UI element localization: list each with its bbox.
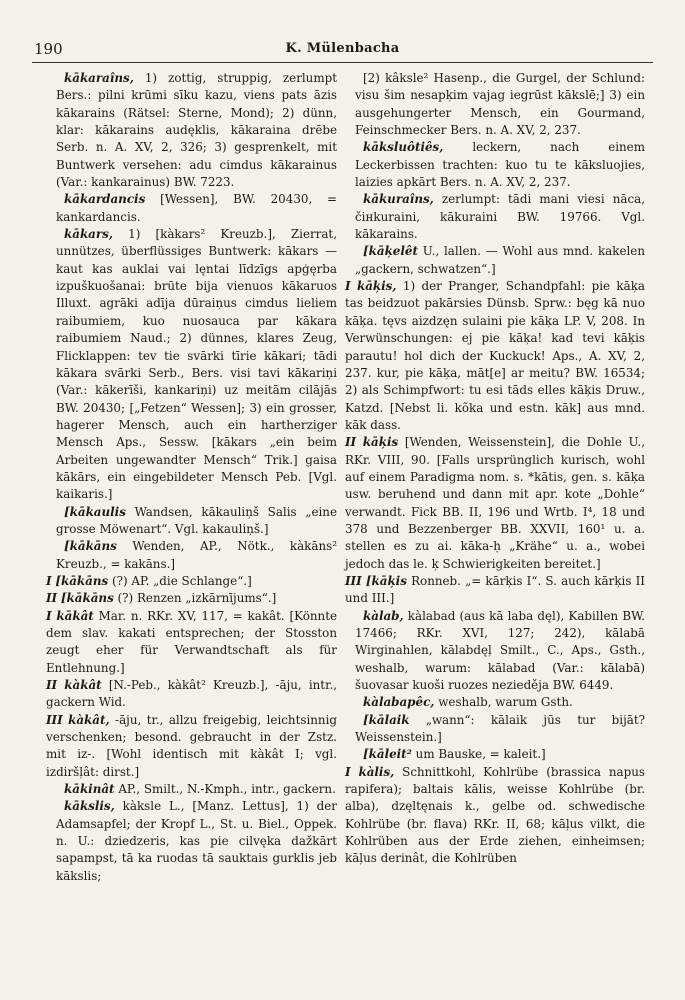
dictionary-entry: [46, 573, 337, 590]
entry-headword: kākars,: [64, 227, 113, 242]
page-number: 190: [34, 40, 63, 58]
entry-headword: [kālaik: [363, 712, 410, 727]
dictionary-entry: [355, 608, 645, 695]
dictionary-entry: [46, 590, 337, 607]
homonym-number: I: [46, 573, 52, 588]
entry-definition: [Wenden, Weissenstein], die Dohle U., RKr. VIII, 90. [Falls ursprünglich kurisch, wohl auf einem Paradigma nom. s. *kātis, gen. s. kāķa usw. beruhend und dann mit apr. kote „Dohle“ verwandt. Fick BB. II, 196 und Wrtb. I⁴, 18 und 378 und Bezzenberger BB. XXVII, 160¹ u. a. stellen es zu ai. kāka-ḥ „Krähe“ u. a., wobei jedoch das le. ķ Schwierigkeiten bereitet.]: [345, 435, 645, 571]
dictionary-entry: [355, 712, 645, 747]
entry-headword: kàlabapêc,: [363, 695, 435, 710]
dictionary-entry: [56, 70, 337, 191]
entry-definition: um Bauske, = kaleit.]: [411, 747, 546, 762]
entry-headword: kāķis: [362, 435, 399, 450]
dictionary-entry: [355, 694, 645, 711]
entry-definition: [Wessen], BW. 20430, = kankardancis.: [56, 192, 337, 224]
entry-definition: kàlabad (aus kā laba dęl), Kabillen BW. 17466; RKr. XVI, 127; 242), kālabā Wirginahlen, kālabdęļ Smilt., C., Aps., Gsth., weshalb, warum: kālabad (Var.: kālabā) šuovasar kuoši ruozes nezieděja BW. 6449.: [355, 608, 645, 693]
entry-headword: kāksluôtiês,: [363, 140, 444, 155]
running-head: K. Mülenbacha: [285, 41, 400, 56]
entry-headword: kàlab,: [363, 608, 404, 623]
entry-headword: kàlis,: [358, 764, 395, 779]
entry-definition: (?) Renzen „izkārnījums“.]: [113, 591, 277, 606]
entry-definition: 1) zottig, struppig, zerlumpt Bers.: pilni krūmi sīku kazu, viens pats āzis kākarains (Rätsel: Sterne, Mond); 2) dünn, klar: kākarains audęklis, kākaraina drēbe Serb. n. A. XV, 2, 326; 3) gesprenkelt, mit Buntwerk versehen: adu cimdus kākarainus (Var.: kankarainus) BW. 7223.: [56, 71, 337, 190]
entry-headword: [kāķelêt: [363, 244, 418, 259]
entry-definition: Wandsen, kākauliņš Salis „eine grosse Möwenart“. Vgl. kakauliņš.]: [56, 504, 337, 536]
homonym-number: III: [345, 573, 362, 588]
entry-definition: -āju, tr., allzu freigebig, leichtsinnig verschenken; besond. gebraucht in der Zstz. mit iz-. [Wohl identisch mit kàkât I; vgl. izdiršļât: dirst.]: [46, 712, 338, 779]
dictionary-entry: [345, 434, 645, 573]
dictionary-entry: [46, 712, 337, 781]
dictionary-entry: [56, 798, 337, 885]
dictionary-entry: [56, 226, 337, 504]
right-column: [345, 70, 646, 985]
entry-headword: kākuraîns,: [363, 192, 434, 207]
entry-headword: kāķis,: [356, 279, 397, 294]
entry-headword: [kākāns: [64, 539, 117, 554]
entry-headword: [kāleit²: [363, 747, 412, 762]
homonym-number: I: [345, 279, 351, 294]
entry-definition: leckern, nach einem Leckerbissen trachten: kuo tu te kāksluojies, laizies apkārt Bers. n. A. XV, 2, 237.: [355, 140, 645, 190]
entry-headword: kākât: [56, 608, 94, 623]
entry-headword: kàkât,: [68, 712, 110, 727]
left-column: [46, 70, 338, 985]
dictionary-entry: [46, 608, 337, 677]
entry-headword: kākaraîns,: [64, 71, 134, 85]
entry-definition: zerlumpt: tādi mani viesi nāca, čінkuraini, kākuraini BW. 19766. Vgl. kākarains.: [355, 192, 645, 242]
entry-headword: kākslis,: [64, 799, 115, 814]
entry-definition: AP., Smilt., N.-Kmph., intr., gackern.: [114, 782, 336, 797]
homonym-number: II: [345, 435, 357, 450]
entry-headword: [kākaulis: [64, 504, 126, 519]
dictionary-entry: [345, 278, 645, 434]
dictionary-entry: [56, 538, 337, 573]
dictionary-entry: [355, 243, 645, 278]
entry-headword: kākardancis: [64, 192, 146, 207]
entry-headword: kākinât: [64, 782, 115, 797]
entry-definition: (?) AP. „die Schlange“.]: [108, 573, 252, 588]
entry-definition: weshalb, warum Gsth.: [434, 695, 573, 710]
entry-headword: [kākāns: [60, 591, 114, 606]
dictionary-entry: [345, 764, 645, 868]
entry-definition: Schnittkohl, Kohlrübe (brassica napus rapifera); baltais kālis, weisse Kohlrübe (br. alba), dzęltęnais k., gelbe od. schwedische Kohlrübe (br. flava) RKr. II, 68; kāļus vilkt, die Kohlrüben aus der Erde ziehen, einheimsen; kāļus derinât, die Kohlrüben: [345, 764, 646, 866]
homonym-number: III: [46, 712, 63, 727]
entry-definition: 1) der Pranger, Schandpfahl: pie kāķa tas beidzuot pakārsies Dünsb. Sprw.: bęg kā nuo kāķa. tęvs aizdzęn sulaini pie kāķa LP. V, 208. In Verwünschungen: ej pie kāķa! kad tevi kāķis parautu! hol dich der Kuckuck! Aps., A. XV, 2, 237. kur, pie kāķa, māt[e] ar meitu? BW. 16534; 2) als Schimpfwort: tu esi tāds elles kāķis Druw., Katzd. [Nebst li. kõka und estn. kāk] aus mnd. kāk dass.: [345, 279, 645, 432]
entry-definition: Ronneb. „= kārķis I“. S. auch kārķis II und III.]: [345, 573, 645, 606]
dictionary-entry: [56, 504, 337, 539]
dictionary-entry: [56, 191, 337, 226]
dictionary-entry: [355, 70, 645, 139]
homonym-number: II: [46, 591, 58, 606]
homonym-number: I: [345, 764, 351, 779]
entry-definition: [N.-Peb., kàkât² Kreuzb.], -āju, intr., gackern Wid.: [46, 678, 338, 710]
entry-definition: kàksle L., [Manz. Lettus], 1) der Adamsapfel; der Kropf L., St. u. Biel., Oppek. n. U.: dziedzeris, kas pie cilvęka dažkārt sapampst, tā ka ruodas tā sauktais gurklis jeb kākslis;: [56, 799, 337, 883]
homonym-number: I: [46, 608, 52, 623]
dictionary-entry: [355, 139, 645, 191]
entry-definition: Wenden, AP., Nötk., kàkāns² Kreuzb., = kakāns.]: [56, 539, 337, 571]
entry-definition: „wann“: kālaik jūs tur bijāt? Weissenstein.]: [355, 712, 645, 745]
dictionary-entry: [46, 677, 337, 712]
page-header: [32, 38, 653, 63]
entry-headword: [kāķis: [365, 573, 407, 588]
entry-definition: Mar. n. RKr. XV, 117, = kakât. [Könnte dem slav. kakati entsprechen; der Stosston zeugt eher für Verwandtschaft als für Entlehnung.]: [46, 608, 338, 675]
entry-definition: 1) [kàkars² Kreuzb.], Zierrat, unnützes, überflüssiges Buntwerk: kākars — kaut kas auklai vai lęntai līdzīgs apģęrba izpuškuošanai: brūte bija vienuos kākaruos Illuxt. agrāki adīja dūraiņus cimdus lieliem raibumiem, kuo nuosauca par kākara raibumiem Naud.; 2) dünnes, klares Zeug, Flicklappen: tev tie svārki tīrie kākari; tādi kākara svārki Serb., Bers. visi tavi kākariņi (Var.: kākerīši, kankariņi) uz meitām cilājās BW. 20430; [„Fetzen“ Wessen]; 3) ein grosser, hagerer Mensch, auch ein hartherziger Mensch Aps., Sessw. [kākars „ein beim Arbeiten ungewandter Mensch“ Trik.] gaisa kākārs, ein eingebildeter Mensch Peb. [Vgl. kaikaris.]: [56, 227, 337, 502]
dictionary-entry: [355, 191, 645, 243]
entry-definition: U., lallen. — Wohl aus mnd. kakelen „gackern, schwatzen“.]: [355, 244, 645, 276]
entry-headword: [kākāns: [55, 573, 109, 588]
dictionary-entry: [345, 573, 645, 608]
dictionary-entry: [355, 746, 645, 763]
dictionary-entry: [56, 781, 337, 798]
entry-definition: [2) kâksle² Hasenp., die Gurgel, der Schlund: visu šim nesapķim vajag iegrūst kākslē;] 3) ein ausgehungerter Mensch, ein Gourmand, Feinschmecker Bers. n. A. XV, 2, 237.: [355, 71, 645, 138]
homonym-number: II: [46, 678, 58, 693]
entry-headword: kàkât: [64, 678, 102, 693]
